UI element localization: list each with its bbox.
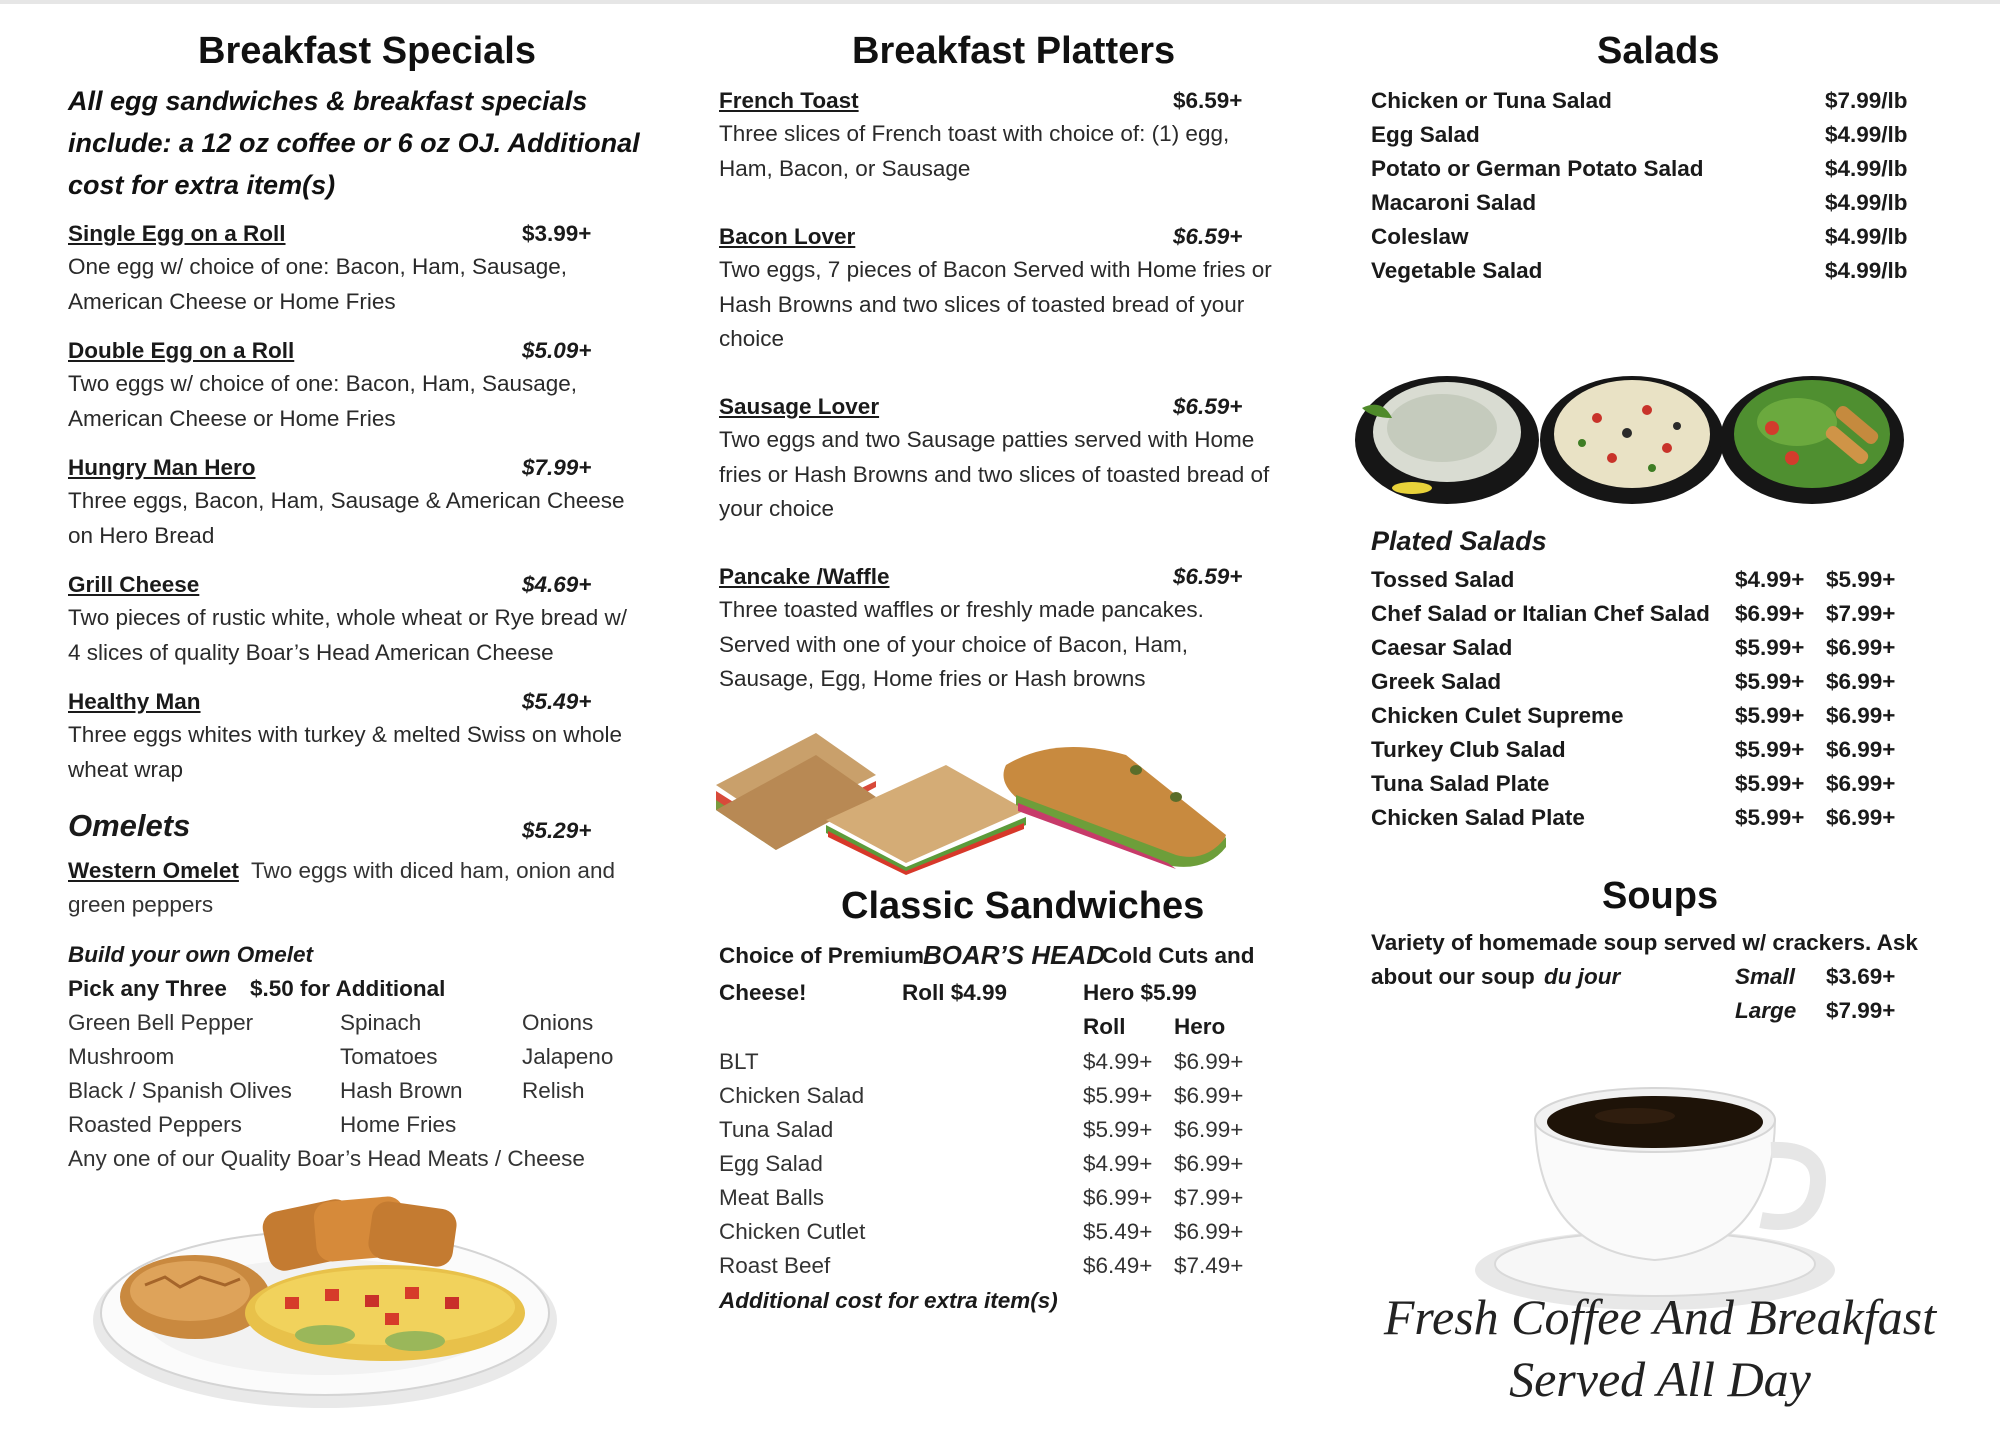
item-name: Grill Cheese [68,572,200,597]
plated-salad-price-small: $5.99+ [1735,703,1805,728]
salad-name: Vegetable Salad [1371,258,1543,283]
plated-salad-name: Chicken Culet Supreme [1371,703,1624,728]
build-omelet-title: Build your own Omelet [68,942,314,967]
item-price: $6.59+ [1173,394,1243,419]
item-description: Two eggs, 7 pieces of Bacon Served with Home fries or Hash Browns and two slices of toasted bread of your choice [719,257,1272,351]
sandwich-name: Chicken Cutlet [719,1219,866,1244]
plated-salad-name: Tossed Salad [1371,567,1515,592]
sandwich-name: BLT [719,1049,759,1074]
section-title: Soups [1602,875,1719,917]
item-description: Three toasted waffles or freshly made pancakes. Served with one of your choice of Bacon, Ham, Sausage, Egg, Home fries or Hash browns [719,597,1204,691]
plated-salad-price-small: $5.99+ [1735,635,1805,660]
salad-bowls-image [1352,358,1912,508]
item-description: One egg w/ choice of one: Bacon, Ham, Sausage, American Cheese or Home Fries [68,254,568,314]
tagline-line-2: Served All Day [1509,1351,1811,1407]
option: Home Fries [340,1112,457,1137]
soup-desc-a: Variety of homemade soup served w/ crackers. Ask [1371,930,1918,955]
item-name: Double Egg on a Roll [68,338,295,363]
option: Hash Brown [340,1078,463,1103]
option: Spinach [340,1010,422,1035]
column-header-roll: Roll [1083,1014,1126,1039]
item-name: Hungry Man Hero [68,455,256,480]
plated-salad-name: Chef Salad or Italian Chef Salad [1371,601,1710,626]
soup-du-jour: du jour [1544,964,1621,989]
plated-salad-price-large: $6.99+ [1826,737,1896,762]
plated-salad-price-small: $5.99+ [1735,737,1805,762]
item-description: Three eggs whites with turkey & melted Swiss on whole wheat wrap [68,722,622,782]
plated-salad-name: Caesar Salad [1371,635,1513,660]
item-description: Two eggs w/ choice of one: Bacon, Ham, Sausage, American Cheese or Home Fries [68,371,578,431]
item-price: $4.69+ [522,572,592,597]
plated-salad-price-small: $6.99+ [1735,601,1805,626]
item-price: $6.59+ [1173,564,1243,589]
plated-salad-price-large: $6.99+ [1826,805,1896,830]
sandwich-footnote: Additional cost for extra item(s) [719,1288,1058,1313]
salad-price: $4.99/lb [1825,224,1908,249]
item-description: Two pieces of rustic white, whole wheat or Rye bread w/ 4 slices of quality Boar’s Head American Cheese [68,605,628,665]
specials-intro: All egg sandwiches & breakfast specials include: a 12 oz coffee or 6 oz OJ. Additional cost for extra item(s) [68,86,640,200]
soup-desc-b: about our soup [1371,964,1535,989]
sandwich-intro-b: Cold Cuts and [1102,943,1255,968]
sandwich-name: Tuna Salad [719,1117,834,1142]
roll-price: $4.99+ [1083,1049,1153,1074]
item-price: $5.49+ [522,689,592,714]
roll-price: $6.99+ [1083,1185,1153,1210]
omelets-price: $5.29+ [522,818,592,843]
sandwich-name: Roast Beef [719,1253,831,1278]
salad-name: Chicken or Tuna Salad [1371,88,1612,113]
omelet-plate-image [85,1185,565,1415]
roll-price: $5.49+ [1083,1219,1153,1244]
additional-label: $.50 for Additional [250,976,446,1001]
plated-salad-price-large: $6.99+ [1826,635,1896,660]
sandwich-intro-c: Cheese! [719,980,807,1005]
western-omelet-desc-1: Two eggs with diced ham, onion and [251,858,615,883]
sandwich-name: Chicken Salad [719,1083,865,1108]
western-omelet-desc-2: green peppers [68,892,214,917]
plated-salad-name: Tuna Salad Plate [1371,771,1550,796]
soup-large-label: Large [1735,998,1797,1023]
column-header-hero: Hero [1174,1014,1226,1039]
item-price: $3.99+ [522,221,592,246]
sandwich-name: Meat Balls [719,1185,825,1210]
hero-price: $6.99+ [1174,1049,1244,1074]
item-name: Pancake /Waffle [719,564,890,589]
item-price: $7.99+ [522,455,592,480]
section-title: Breakfast Platters [852,30,1176,72]
plated-salad-price-large: $6.99+ [1826,771,1896,796]
option: Black / Spanish Olives [68,1078,292,1103]
plated-salad-price-small: $5.99+ [1735,669,1805,694]
hero-price: $6.99+ [1174,1117,1244,1142]
roll-price: $4.99+ [1083,1151,1153,1176]
plated-salad-price-large: $6.99+ [1826,703,1896,728]
plated-salad-price-small: $4.99+ [1735,567,1805,592]
sandwich-intro-a: Choice of Premium [719,943,925,968]
section-title: Breakfast Specials [198,30,536,72]
plated-salad-name: Greek Salad [1371,669,1502,694]
salad-price: $4.99/lb [1825,190,1908,215]
item-name: Sausage Lover [719,394,880,419]
option: Green Bell Pepper [68,1010,254,1035]
salad-price: $4.99/lb [1825,122,1908,147]
hero-price: $7.49+ [1174,1253,1244,1278]
section-title: Classic Sandwiches [841,885,1205,927]
option: Relish [522,1078,585,1103]
option: Tomatoes [340,1044,438,1069]
item-price: $6.59+ [1173,88,1243,113]
western-omelet-name: Western Omelet [68,858,239,883]
option: Roasted Peppers [68,1112,242,1137]
salad-price: $4.99/lb [1825,258,1908,283]
salad-price: $7.99/lb [1825,88,1908,113]
option: Onions [522,1010,594,1035]
salad-name: Coleslaw [1371,224,1469,249]
sandwich-name: Egg Salad [719,1151,823,1176]
plated-salads-title: Plated Salads [1371,526,1547,556]
item-name: Bacon Lover [719,224,856,249]
roll-price: $6.49+ [1083,1253,1153,1278]
plated-salad-price-large: $5.99+ [1826,567,1896,592]
soup-large-price: $7.99+ [1826,998,1896,1023]
plated-salad-price-small: $5.99+ [1735,805,1805,830]
hero-base-price: Hero $5.99 [1083,980,1197,1005]
item-price: $6.59+ [1173,224,1243,249]
meats-note: Any one of our Quality Boar’s Head Meats / Cheese [68,1146,585,1171]
item-description: Two eggs and two Sausage patties served with Home fries or Hash Browns and two slices of toasted bread of your choice [719,427,1270,521]
boars-head-brand: BOAR’S HEAD [923,940,1106,970]
plated-salad-price-small: $5.99+ [1735,771,1805,796]
salad-name: Potato or German Potato Salad [1371,156,1704,181]
omelets-title: Omelets [68,808,191,843]
item-name: Healthy Man [68,689,201,714]
item-description: Three slices of French toast with choice of: (1) egg, Ham, Bacon, or Sausage [719,121,1230,181]
roll-base-price: Roll $4.99 [902,980,1008,1005]
plated-salad-name: Turkey Club Salad [1371,737,1566,762]
coffee-cup-image [1465,1080,1845,1310]
item-name: Single Egg on a Roll [68,221,286,246]
salad-price: $4.99/lb [1825,156,1908,181]
plated-salad-price-large: $6.99+ [1826,669,1896,694]
item-price: $5.09+ [522,338,592,363]
roll-price: $5.99+ [1083,1083,1153,1108]
tagline-line-1: Fresh Coffee And Breakfast [1383,1289,1937,1345]
soup-small-price: $3.69+ [1826,964,1896,989]
option: Jalapeno [522,1044,614,1069]
soup-small-label: Small [1735,964,1796,989]
hero-price: $7.99+ [1174,1185,1244,1210]
plated-salad-name: Chicken Salad Plate [1371,805,1585,830]
hero-price: $6.99+ [1174,1083,1244,1108]
salad-name: Egg Salad [1371,122,1480,147]
sandwiches-image [706,725,1246,875]
salad-name: Macaroni Salad [1371,190,1537,215]
section-title: Salads [1597,30,1720,72]
option: Mushroom [68,1044,175,1069]
hero-price: $6.99+ [1174,1219,1244,1244]
roll-price: $5.99+ [1083,1117,1153,1142]
plated-salad-price-large: $7.99+ [1826,601,1896,626]
pick-label: Pick any Three [68,976,227,1001]
hero-price: $6.99+ [1174,1151,1244,1176]
page-top-border [0,0,2000,4]
item-name: French Toast [719,88,859,113]
item-description: Three eggs, Bacon, Ham, Sausage & American Cheese on Hero Bread [68,488,625,548]
